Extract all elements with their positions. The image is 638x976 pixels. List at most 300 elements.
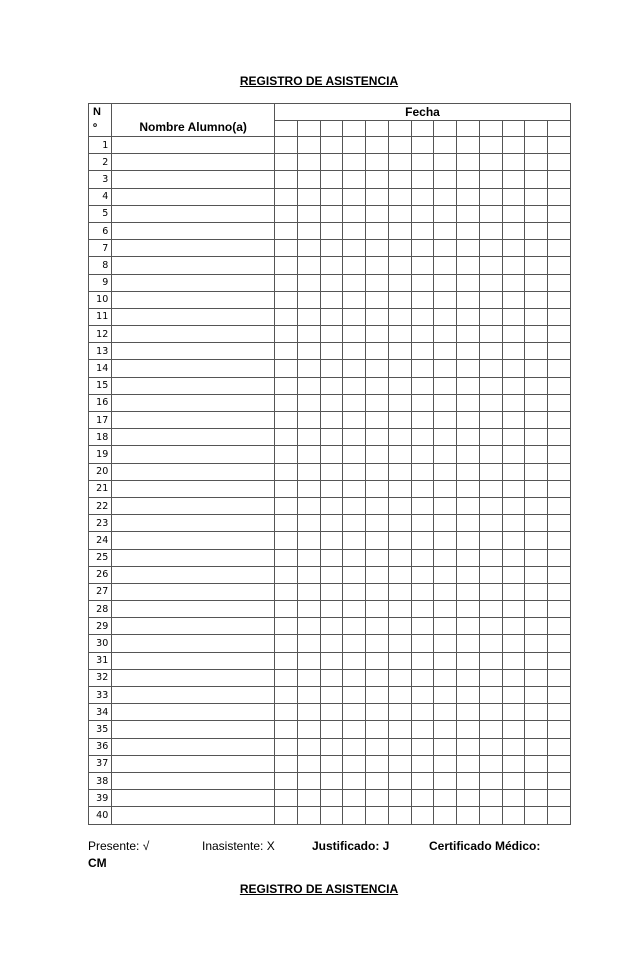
attendance-cell[interactable]	[525, 412, 548, 429]
attendance-cell[interactable]	[457, 291, 480, 308]
attendance-cell[interactable]	[548, 394, 571, 411]
attendance-cell[interactable]	[297, 429, 320, 446]
attendance-cell[interactable]	[275, 532, 298, 549]
attendance-cell[interactable]	[297, 549, 320, 566]
attendance-cell[interactable]	[479, 205, 502, 222]
attendance-cell[interactable]	[502, 171, 525, 188]
attendance-cell[interactable]	[343, 807, 366, 824]
attendance-cell[interactable]	[434, 377, 457, 394]
attendance-cell[interactable]	[366, 618, 389, 635]
attendance-cell[interactable]	[343, 583, 366, 600]
attendance-cell[interactable]	[457, 326, 480, 343]
attendance-cell[interactable]	[320, 222, 343, 239]
attendance-cell[interactable]	[388, 291, 411, 308]
attendance-cell[interactable]	[411, 308, 434, 325]
attendance-cell[interactable]	[548, 429, 571, 446]
attendance-cell[interactable]	[297, 171, 320, 188]
attendance-cell[interactable]	[479, 480, 502, 497]
attendance-cell[interactable]	[388, 308, 411, 325]
attendance-cell[interactable]	[502, 463, 525, 480]
attendance-cell[interactable]	[388, 343, 411, 360]
attendance-cell[interactable]	[320, 463, 343, 480]
attendance-cell[interactable]	[434, 669, 457, 686]
attendance-cell[interactable]	[366, 205, 389, 222]
attendance-cell[interactable]	[525, 343, 548, 360]
attendance-cell[interactable]	[548, 291, 571, 308]
attendance-cell[interactable]	[525, 240, 548, 257]
attendance-cell[interactable]	[320, 412, 343, 429]
attendance-cell[interactable]	[502, 205, 525, 222]
attendance-cell[interactable]	[388, 497, 411, 514]
attendance-cell[interactable]	[275, 755, 298, 772]
attendance-cell[interactable]	[411, 738, 434, 755]
attendance-cell[interactable]	[320, 497, 343, 514]
student-name-cell[interactable]	[112, 755, 275, 772]
attendance-cell[interactable]	[411, 429, 434, 446]
attendance-cell[interactable]	[502, 446, 525, 463]
attendance-cell[interactable]	[479, 188, 502, 205]
attendance-cell[interactable]	[388, 549, 411, 566]
attendance-cell[interactable]	[388, 721, 411, 738]
attendance-cell[interactable]	[411, 601, 434, 618]
attendance-cell[interactable]	[320, 583, 343, 600]
attendance-cell[interactable]	[457, 704, 480, 721]
attendance-cell[interactable]	[434, 394, 457, 411]
attendance-cell[interactable]	[525, 566, 548, 583]
attendance-cell[interactable]	[297, 326, 320, 343]
attendance-cell[interactable]	[502, 308, 525, 325]
attendance-cell[interactable]	[548, 446, 571, 463]
attendance-cell[interactable]	[366, 274, 389, 291]
attendance-cell[interactable]	[548, 583, 571, 600]
attendance-cell[interactable]	[434, 188, 457, 205]
attendance-cell[interactable]	[434, 326, 457, 343]
student-name-cell[interactable]	[112, 154, 275, 171]
attendance-cell[interactable]	[275, 463, 298, 480]
attendance-cell[interactable]	[502, 583, 525, 600]
attendance-cell[interactable]	[388, 807, 411, 824]
attendance-cell[interactable]	[275, 137, 298, 154]
attendance-cell[interactable]	[366, 738, 389, 755]
attendance-cell[interactable]	[388, 532, 411, 549]
attendance-cell[interactable]	[366, 635, 389, 652]
attendance-cell[interactable]	[525, 360, 548, 377]
attendance-cell[interactable]	[275, 807, 298, 824]
attendance-cell[interactable]	[479, 429, 502, 446]
attendance-cell[interactable]	[320, 807, 343, 824]
attendance-cell[interactable]	[525, 635, 548, 652]
attendance-cell[interactable]	[502, 429, 525, 446]
attendance-cell[interactable]	[297, 240, 320, 257]
attendance-cell[interactable]	[434, 360, 457, 377]
attendance-cell[interactable]	[320, 394, 343, 411]
attendance-cell[interactable]	[411, 652, 434, 669]
attendance-cell[interactable]	[366, 222, 389, 239]
attendance-cell[interactable]	[479, 222, 502, 239]
attendance-cell[interactable]	[388, 137, 411, 154]
attendance-cell[interactable]	[434, 755, 457, 772]
attendance-cell[interactable]	[434, 154, 457, 171]
attendance-cell[interactable]	[479, 274, 502, 291]
attendance-cell[interactable]	[502, 755, 525, 772]
attendance-cell[interactable]	[320, 738, 343, 755]
attendance-cell[interactable]	[388, 652, 411, 669]
attendance-cell[interactable]	[548, 463, 571, 480]
attendance-cell[interactable]	[366, 154, 389, 171]
attendance-cell[interactable]	[343, 429, 366, 446]
attendance-cell[interactable]	[343, 257, 366, 274]
attendance-cell[interactable]	[343, 549, 366, 566]
attendance-cell[interactable]	[434, 205, 457, 222]
attendance-cell[interactable]	[320, 429, 343, 446]
attendance-cell[interactable]	[457, 566, 480, 583]
attendance-cell[interactable]	[502, 257, 525, 274]
attendance-cell[interactable]	[297, 446, 320, 463]
attendance-cell[interactable]	[434, 807, 457, 824]
attendance-cell[interactable]	[525, 205, 548, 222]
attendance-cell[interactable]	[525, 377, 548, 394]
attendance-cell[interactable]	[366, 704, 389, 721]
attendance-cell[interactable]	[388, 601, 411, 618]
attendance-cell[interactable]	[297, 497, 320, 514]
attendance-cell[interactable]	[525, 154, 548, 171]
attendance-cell[interactable]	[275, 687, 298, 704]
attendance-cell[interactable]	[320, 480, 343, 497]
attendance-cell[interactable]	[388, 274, 411, 291]
attendance-cell[interactable]	[479, 549, 502, 566]
attendance-cell[interactable]	[457, 429, 480, 446]
attendance-cell[interactable]	[411, 635, 434, 652]
attendance-cell[interactable]	[297, 137, 320, 154]
attendance-cell[interactable]	[525, 308, 548, 325]
attendance-cell[interactable]	[275, 188, 298, 205]
student-name-cell[interactable]	[112, 222, 275, 239]
attendance-cell[interactable]	[343, 308, 366, 325]
attendance-cell[interactable]	[320, 171, 343, 188]
attendance-cell[interactable]	[343, 291, 366, 308]
attendance-cell[interactable]	[343, 326, 366, 343]
attendance-cell[interactable]	[297, 274, 320, 291]
attendance-cell[interactable]	[343, 704, 366, 721]
attendance-cell[interactable]	[275, 652, 298, 669]
attendance-cell[interactable]	[388, 480, 411, 497]
attendance-cell[interactable]	[343, 394, 366, 411]
attendance-cell[interactable]	[366, 188, 389, 205]
attendance-cell[interactable]	[297, 652, 320, 669]
attendance-cell[interactable]	[366, 497, 389, 514]
attendance-cell[interactable]	[411, 326, 434, 343]
attendance-cell[interactable]	[548, 601, 571, 618]
attendance-cell[interactable]	[297, 790, 320, 807]
attendance-cell[interactable]	[297, 480, 320, 497]
attendance-cell[interactable]	[434, 652, 457, 669]
student-name-cell[interactable]	[112, 446, 275, 463]
student-name-cell[interactable]	[112, 669, 275, 686]
attendance-cell[interactable]	[366, 240, 389, 257]
attendance-cell[interactable]	[320, 687, 343, 704]
attendance-cell[interactable]	[525, 274, 548, 291]
attendance-cell[interactable]	[548, 497, 571, 514]
attendance-cell[interactable]	[525, 171, 548, 188]
attendance-cell[interactable]	[275, 308, 298, 325]
student-name-cell[interactable]	[112, 343, 275, 360]
attendance-cell[interactable]	[502, 721, 525, 738]
attendance-cell[interactable]	[411, 618, 434, 635]
student-name-cell[interactable]	[112, 515, 275, 532]
attendance-cell[interactable]	[343, 480, 366, 497]
student-name-cell[interactable]	[112, 480, 275, 497]
attendance-cell[interactable]	[479, 566, 502, 583]
student-name-cell[interactable]	[112, 566, 275, 583]
attendance-cell[interactable]	[343, 137, 366, 154]
attendance-cell[interactable]	[548, 566, 571, 583]
attendance-cell[interactable]	[388, 635, 411, 652]
date-header-cell[interactable]	[525, 121, 548, 137]
attendance-cell[interactable]	[434, 687, 457, 704]
attendance-cell[interactable]	[479, 412, 502, 429]
attendance-cell[interactable]	[434, 446, 457, 463]
attendance-cell[interactable]	[275, 205, 298, 222]
attendance-cell[interactable]	[457, 635, 480, 652]
attendance-cell[interactable]	[548, 618, 571, 635]
attendance-cell[interactable]	[343, 669, 366, 686]
attendance-cell[interactable]	[457, 601, 480, 618]
attendance-cell[interactable]	[525, 137, 548, 154]
attendance-cell[interactable]	[502, 687, 525, 704]
attendance-cell[interactable]	[479, 446, 502, 463]
attendance-cell[interactable]	[297, 566, 320, 583]
attendance-cell[interactable]	[411, 343, 434, 360]
attendance-cell[interactable]	[548, 274, 571, 291]
attendance-cell[interactable]	[457, 377, 480, 394]
attendance-cell[interactable]	[479, 583, 502, 600]
attendance-cell[interactable]	[297, 394, 320, 411]
attendance-cell[interactable]	[275, 772, 298, 789]
attendance-cell[interactable]	[297, 291, 320, 308]
attendance-cell[interactable]	[320, 291, 343, 308]
attendance-cell[interactable]	[479, 463, 502, 480]
date-header-cell[interactable]	[275, 121, 298, 137]
attendance-cell[interactable]	[411, 360, 434, 377]
attendance-cell[interactable]	[434, 343, 457, 360]
attendance-cell[interactable]	[434, 257, 457, 274]
attendance-cell[interactable]	[479, 497, 502, 514]
attendance-cell[interactable]	[366, 721, 389, 738]
date-header-cell[interactable]	[343, 121, 366, 137]
date-header-cell[interactable]	[388, 121, 411, 137]
attendance-cell[interactable]	[525, 326, 548, 343]
attendance-cell[interactable]	[411, 480, 434, 497]
attendance-cell[interactable]	[366, 343, 389, 360]
student-name-cell[interactable]	[112, 790, 275, 807]
attendance-cell[interactable]	[457, 480, 480, 497]
attendance-cell[interactable]	[366, 807, 389, 824]
student-name-cell[interactable]	[112, 377, 275, 394]
attendance-cell[interactable]	[388, 704, 411, 721]
attendance-cell[interactable]	[388, 154, 411, 171]
attendance-cell[interactable]	[366, 480, 389, 497]
attendance-cell[interactable]	[548, 377, 571, 394]
attendance-cell[interactable]	[457, 257, 480, 274]
student-name-cell[interactable]	[112, 412, 275, 429]
attendance-cell[interactable]	[388, 240, 411, 257]
attendance-cell[interactable]	[320, 154, 343, 171]
attendance-cell[interactable]	[275, 566, 298, 583]
attendance-cell[interactable]	[366, 532, 389, 549]
attendance-cell[interactable]	[434, 566, 457, 583]
attendance-cell[interactable]	[525, 257, 548, 274]
student-name-cell[interactable]	[112, 308, 275, 325]
attendance-cell[interactable]	[457, 222, 480, 239]
attendance-cell[interactable]	[388, 446, 411, 463]
attendance-cell[interactable]	[457, 171, 480, 188]
attendance-cell[interactable]	[525, 532, 548, 549]
attendance-cell[interactable]	[502, 154, 525, 171]
attendance-cell[interactable]	[411, 532, 434, 549]
attendance-cell[interactable]	[343, 532, 366, 549]
attendance-cell[interactable]	[525, 755, 548, 772]
attendance-cell[interactable]	[434, 137, 457, 154]
attendance-cell[interactable]	[297, 635, 320, 652]
attendance-cell[interactable]	[411, 566, 434, 583]
attendance-cell[interactable]	[434, 308, 457, 325]
attendance-cell[interactable]	[434, 721, 457, 738]
attendance-cell[interactable]	[548, 687, 571, 704]
attendance-cell[interactable]	[548, 326, 571, 343]
attendance-cell[interactable]	[343, 188, 366, 205]
attendance-cell[interactable]	[548, 257, 571, 274]
attendance-cell[interactable]	[525, 515, 548, 532]
attendance-cell[interactable]	[411, 807, 434, 824]
attendance-cell[interactable]	[275, 497, 298, 514]
attendance-cell[interactable]	[479, 326, 502, 343]
attendance-cell[interactable]	[366, 326, 389, 343]
attendance-cell[interactable]	[525, 291, 548, 308]
attendance-cell[interactable]	[366, 755, 389, 772]
attendance-cell[interactable]	[366, 583, 389, 600]
attendance-cell[interactable]	[366, 377, 389, 394]
attendance-cell[interactable]	[297, 205, 320, 222]
attendance-cell[interactable]	[434, 171, 457, 188]
attendance-cell[interactable]	[411, 240, 434, 257]
attendance-cell[interactable]	[343, 652, 366, 669]
attendance-cell[interactable]	[275, 635, 298, 652]
attendance-cell[interactable]	[411, 669, 434, 686]
attendance-cell[interactable]	[479, 394, 502, 411]
attendance-cell[interactable]	[457, 687, 480, 704]
attendance-cell[interactable]	[388, 171, 411, 188]
attendance-cell[interactable]	[388, 222, 411, 239]
attendance-cell[interactable]	[548, 205, 571, 222]
attendance-cell[interactable]	[479, 738, 502, 755]
attendance-cell[interactable]	[525, 772, 548, 789]
attendance-cell[interactable]	[297, 377, 320, 394]
attendance-cell[interactable]	[320, 618, 343, 635]
attendance-cell[interactable]	[479, 343, 502, 360]
attendance-cell[interactable]	[297, 807, 320, 824]
attendance-cell[interactable]	[320, 515, 343, 532]
attendance-cell[interactable]	[525, 687, 548, 704]
attendance-cell[interactable]	[320, 566, 343, 583]
attendance-cell[interactable]	[343, 154, 366, 171]
attendance-cell[interactable]	[343, 738, 366, 755]
attendance-cell[interactable]	[411, 257, 434, 274]
attendance-cell[interactable]	[275, 412, 298, 429]
attendance-cell[interactable]	[320, 532, 343, 549]
student-name-cell[interactable]	[112, 738, 275, 755]
attendance-cell[interactable]	[457, 154, 480, 171]
attendance-cell[interactable]	[457, 738, 480, 755]
attendance-cell[interactable]	[297, 463, 320, 480]
attendance-cell[interactable]	[366, 412, 389, 429]
attendance-cell[interactable]	[457, 463, 480, 480]
attendance-cell[interactable]	[366, 308, 389, 325]
attendance-cell[interactable]	[502, 532, 525, 549]
student-name-cell[interactable]	[112, 188, 275, 205]
student-name-cell[interactable]	[112, 274, 275, 291]
attendance-cell[interactable]	[343, 446, 366, 463]
attendance-cell[interactable]	[548, 343, 571, 360]
attendance-cell[interactable]	[275, 377, 298, 394]
attendance-cell[interactable]	[275, 394, 298, 411]
attendance-cell[interactable]	[434, 790, 457, 807]
attendance-cell[interactable]	[297, 721, 320, 738]
attendance-cell[interactable]	[411, 412, 434, 429]
student-name-cell[interactable]	[112, 205, 275, 222]
attendance-cell[interactable]	[502, 618, 525, 635]
attendance-cell[interactable]	[343, 171, 366, 188]
attendance-cell[interactable]	[388, 463, 411, 480]
attendance-cell[interactable]	[502, 291, 525, 308]
attendance-cell[interactable]	[479, 171, 502, 188]
attendance-cell[interactable]	[479, 240, 502, 257]
attendance-cell[interactable]	[411, 446, 434, 463]
attendance-cell[interactable]	[479, 308, 502, 325]
student-name-cell[interactable]	[112, 291, 275, 308]
attendance-cell[interactable]	[525, 652, 548, 669]
attendance-cell[interactable]	[434, 480, 457, 497]
attendance-cell[interactable]	[388, 790, 411, 807]
student-name-cell[interactable]	[112, 721, 275, 738]
attendance-cell[interactable]	[366, 446, 389, 463]
student-name-cell[interactable]	[112, 687, 275, 704]
attendance-cell[interactable]	[297, 188, 320, 205]
attendance-cell[interactable]	[411, 137, 434, 154]
attendance-cell[interactable]	[434, 618, 457, 635]
attendance-cell[interactable]	[457, 137, 480, 154]
attendance-cell[interactable]	[434, 635, 457, 652]
student-name-cell[interactable]	[112, 549, 275, 566]
attendance-cell[interactable]	[275, 360, 298, 377]
attendance-cell[interactable]	[502, 738, 525, 755]
attendance-cell[interactable]	[297, 515, 320, 532]
attendance-cell[interactable]	[434, 515, 457, 532]
attendance-cell[interactable]	[548, 240, 571, 257]
attendance-cell[interactable]	[411, 291, 434, 308]
attendance-cell[interactable]	[343, 205, 366, 222]
attendance-cell[interactable]	[388, 772, 411, 789]
attendance-cell[interactable]	[502, 772, 525, 789]
date-header-cell[interactable]	[457, 121, 480, 137]
attendance-cell[interactable]	[457, 308, 480, 325]
date-header-cell[interactable]	[548, 121, 571, 137]
attendance-cell[interactable]	[434, 549, 457, 566]
attendance-cell[interactable]	[366, 515, 389, 532]
attendance-cell[interactable]	[275, 240, 298, 257]
attendance-cell[interactable]	[457, 274, 480, 291]
attendance-cell[interactable]	[548, 669, 571, 686]
attendance-cell[interactable]	[479, 669, 502, 686]
